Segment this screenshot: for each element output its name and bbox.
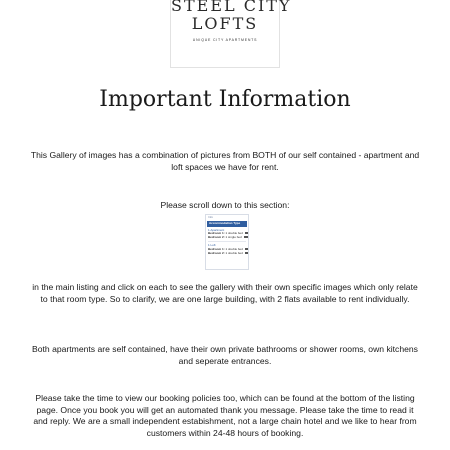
bed-icon xyxy=(245,232,249,234)
bedroom-label: Bedroom 2: xyxy=(208,250,225,255)
thumbnail-tab: Info xyxy=(208,215,214,219)
bedroom-label: Bedroom 1: xyxy=(208,231,225,236)
apartments-paragraph: Both apartments are self contained, have their own private bathrooms or shower rooms, own kitchens and seperate entrances. xyxy=(32,344,418,366)
bed-icon xyxy=(245,248,249,250)
bedroom-label: Bedroom 1: xyxy=(208,246,225,251)
bedroom-label: Bedroom 2: xyxy=(208,234,225,239)
accommodation-type-screenshot xyxy=(205,214,249,270)
bedroom-desc: 1 double bed xyxy=(225,246,243,251)
logo-title-line1: STEEL CITY xyxy=(171,0,292,15)
thumbnail-row xyxy=(208,252,246,256)
thumbnail-apartment-link: 1 Apartment xyxy=(208,227,225,232)
bed-icon xyxy=(244,236,248,238)
thumbnail-header: Accommodation Type xyxy=(207,221,247,227)
thumbnail-group-loft xyxy=(206,244,248,255)
page-title: Important Information xyxy=(99,87,351,112)
policies-paragraph: Please take the time to view our booking policies too, which can be found at the bottom of the listing page. Once you book you will get an automated thank you message. Please take the time to read it and reply. We are a small independent estabishment, not a large chain hotel and we like to hear from customers within 24-48 hours of booking. xyxy=(33,393,417,438)
scroll-instruction: Please scroll down to this section: xyxy=(160,200,290,210)
logo-title-line2: LOFTS xyxy=(191,14,259,33)
main-listing-paragraph: in the main listing and click on each to see the gallery with their own specific images which only relate to that room type. So to clarify, we are one large building, with 2 flats available to rent individually. xyxy=(32,282,418,304)
thumbnail-group-apartment xyxy=(206,229,248,240)
logo-subtitle: UNIQUE CITY APARTMENTS xyxy=(192,38,258,42)
intro-paragraph: This Gallery of images has a combination of pictures from BOTH of our self contained - apartment and loft spaces we have for rent. xyxy=(30,150,420,172)
thumbnail-row xyxy=(208,236,246,240)
logo xyxy=(170,0,292,68)
bedroom-desc: 1 single bed xyxy=(225,234,242,239)
bed-icon xyxy=(245,252,249,254)
thumbnail-loft-link: 1 Loft xyxy=(208,243,216,248)
bedroom-desc: 1 double bed xyxy=(225,231,243,236)
thumbnail-divider xyxy=(208,241,246,242)
bedroom-desc: 1 double bed xyxy=(225,250,243,255)
